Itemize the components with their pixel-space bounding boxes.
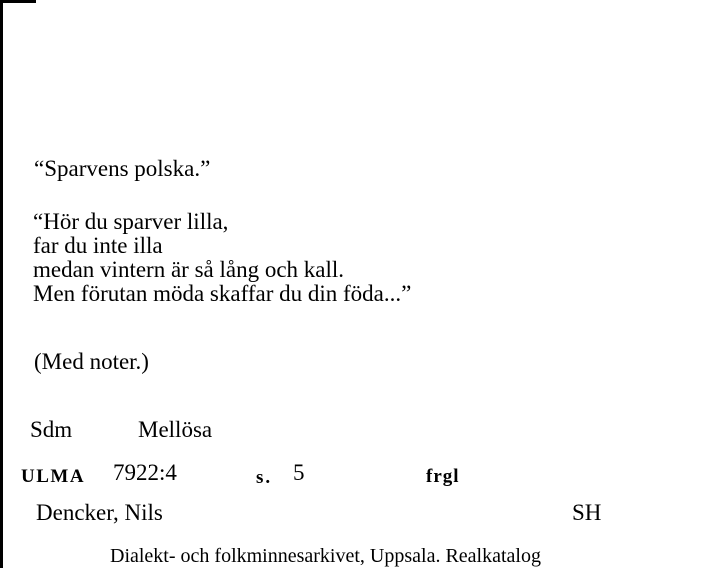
- record-title: “Sparvens polska.”: [34, 156, 211, 181]
- type-code: frgl: [426, 466, 460, 487]
- archive-footer: Dialekt- och folkminnesarkivet, Uppsala. Realkatalog: [110, 545, 541, 567]
- page-number: 5: [293, 460, 305, 485]
- signature-initials: SH: [572, 500, 602, 525]
- archive-code: ULMA: [21, 466, 86, 487]
- parish-name: Mellösa: [138, 417, 213, 442]
- card-border-top: [0, 0, 36, 3]
- region-code: Sdm: [30, 417, 73, 442]
- verse-line: “Hör du sparver lilla,: [33, 209, 229, 234]
- collector-name: Dencker, Nils: [36, 500, 163, 525]
- card-border-left: [0, 0, 3, 568]
- page-label: s.: [256, 467, 273, 488]
- verse-text: [33, 210, 411, 306]
- note-text: (Med noter.): [34, 349, 149, 374]
- verse-line: far du inte illa: [33, 233, 163, 258]
- verse-line: medan vintern är så lång och kall.: [33, 257, 345, 282]
- verse-line: Men förutan möda skaffar du din föda...”: [33, 281, 412, 306]
- accession-number: 7922:4: [113, 460, 177, 485]
